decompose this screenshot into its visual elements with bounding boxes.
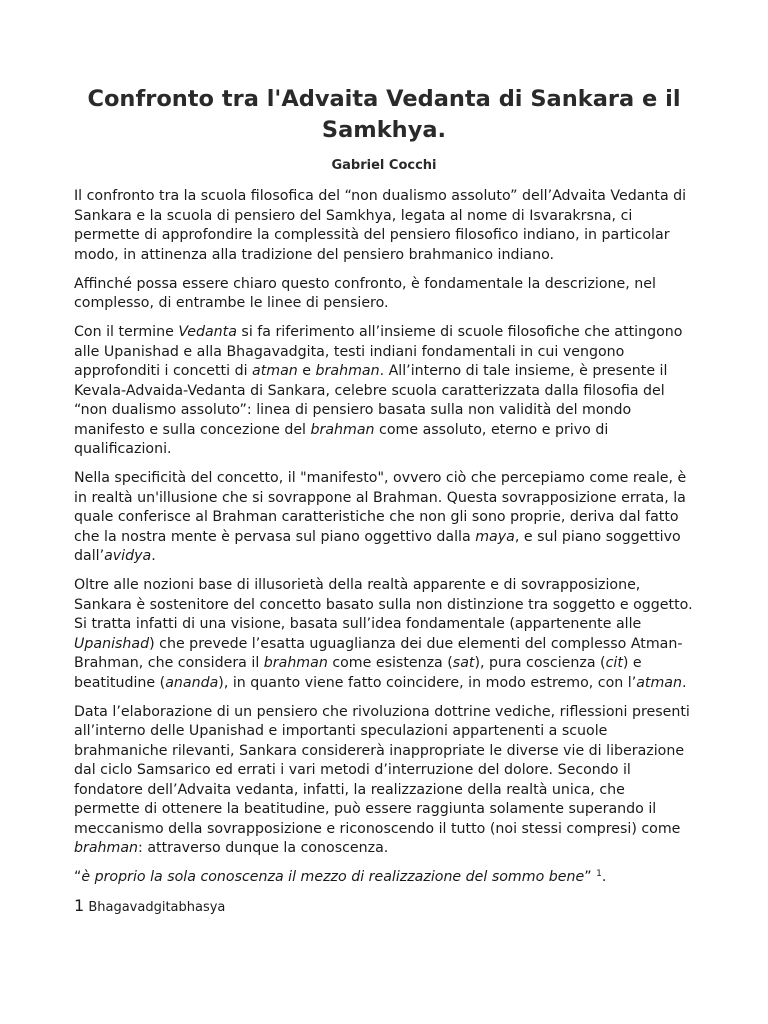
text-run: ) e beatitudine ( (74, 655, 642, 691)
citation-quote (74, 868, 694, 888)
text-run: . All’interno di tale insieme, è presente il Kevala-Advaida-Vedanta di Sankara, celebre scuola caratterizzata dalla filosofia del “non dualismo assoluto”: linea di pensiero basata sulla non validità del mondo manifesto e sulla concezione del (74, 363, 668, 438)
italic-term: atman (636, 674, 682, 691)
text-run: : attraverso dunque la conoscenza. (138, 840, 389, 856)
document-page (74, 84, 694, 917)
italic-term: Vedanta (178, 324, 237, 340)
italic-term: brahman (263, 655, 328, 671)
paragraph (74, 703, 694, 859)
paragraph (74, 187, 694, 265)
quote-open-mark: “ (74, 869, 82, 885)
text-run: come assoluto, eterno e privo di qualificazioni. (74, 421, 609, 457)
italic-term: brahman (315, 363, 380, 379)
text-run: Il confronto tra la scuola filosofica del “non dualismo assoluto” dell’Advaita Vedanta di Sankara e la scuola di pensiero del Samkhya, legata al nome di Isvarakrsna, ci permette di approfondire la complessità del pensiero filosofico indiano, in particolar modo, in attinenza alla tradizione del pensiero brahmanico indiano. (74, 188, 687, 263)
paragraph (74, 469, 694, 567)
text-run: . (681, 674, 687, 691)
paragraph (74, 275, 694, 314)
footnote-text: Bhagavadgitabhasya (88, 900, 226, 915)
text-run: si fa riferimento all’insieme di scuole filosofiche che attingono alle Upanishad e alla Bhagavadgita, testi indiani fondamentali in cui vengono approfonditi i concetti di (74, 324, 683, 379)
footnote (74, 897, 694, 917)
text-run: ), in quanto viene fatto coincidere, in modo estremo, con l’ (218, 674, 637, 691)
text-run: Nella specificità del concetto, il "manifesto", ovvero ciò che percepiamo come reale, è in realtà un'illusione che si sovrappone al Brahman. Questa sovrapposizione errata, la quale conferisce al Brahman caratteristiche che non gli sono proprie, deriva dal fatto che la nostra mente è pervasa sul piano oggettivo dalla (74, 470, 687, 545)
text-run: Con il termine (74, 324, 179, 340)
text-run: ), pura coscienza ( (474, 655, 606, 671)
italic-term: avidya (104, 548, 152, 564)
italic-term: brahman (310, 421, 375, 438)
quote-text: è proprio la sola conoscenza il mezzo di realizzazione del sommo bene (81, 869, 585, 885)
footnote-reference[interactable]: 1 (596, 869, 602, 879)
text-run: . (151, 548, 156, 564)
italic-term: maya (475, 528, 515, 545)
text-run: Affinché possa essere chiaro questo confronto, è fondamentale la descrizione, nel complesso, di entrambe le linee di pensiero. (74, 275, 656, 311)
italic-term: atman (252, 363, 298, 379)
text-run: ) che prevede l’esatta uguaglianza dei due elementi del complesso Atman-Brahman, che considera il (74, 635, 683, 671)
quote-close-mark: ” (584, 869, 592, 885)
text-run: come esistenza ( (327, 655, 453, 671)
paragraph (74, 323, 694, 460)
italic-term: cit (605, 655, 623, 671)
paragraph (74, 576, 694, 693)
text-run: Oltre alle nozioni base di illusorietà della realtà apparente e di sovrapposizione, Sankara è sostenitore del concetto basato sulla non distinzione tra soggetto e oggetto. Si tratta infatti di una visione, basata sull’idea fondamentale (appartenente alle (74, 577, 693, 632)
body-text (74, 187, 694, 859)
text-run: , e sul piano soggettivo dall’ (74, 528, 681, 564)
footnote-number: 1 (74, 896, 85, 915)
document-title: Confronto tra l'Advaita Vedanta di Sankara e il Samkhya. (87, 86, 681, 143)
italic-term: sat (452, 655, 475, 671)
author-name: Gabriel Cocchi (331, 158, 437, 173)
quote-end: . (601, 869, 607, 885)
italic-term: ananda (165, 674, 219, 691)
italic-term: Upanishad (74, 635, 150, 652)
text-run: Data l’elaborazione di un pensiero che rivoluziona dottrine vediche, riflessioni presenti all’interno delle Upanishad e importanti speculazioni appartenenti a scuole brahmaniche rilevanti, Sankara considererà inappropriate le diverse vie di liberazione dal ciclo Samsarico ed errati i vari metodi d’interruzione del dolore. Secondo il fondatore dell’Advaita vedanta, infatti, la realizzazione della realtà unica, che permette di ottenere la beatitudine, può essere raggiunta solamente superando il meccanismo della sovrapposizione e riconoscendo il tutto (noi stessi compresi) come (74, 703, 690, 837)
italic-term: brahman (74, 840, 139, 856)
text-run: e (297, 363, 316, 379)
